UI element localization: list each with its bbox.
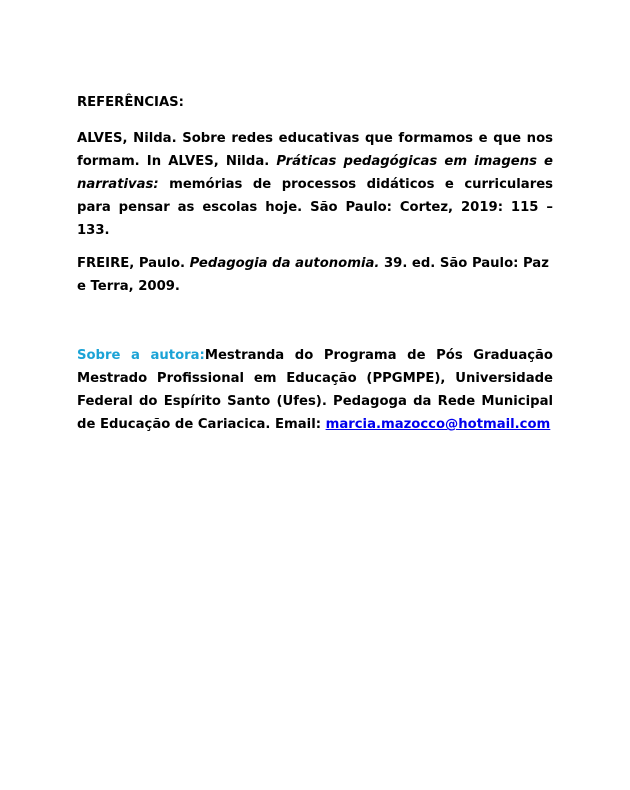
about-author-label: Sobre a autora:: [77, 348, 205, 363]
reference-text: 39. ed. São Paulo: Paz e Terra, 2009.: [77, 256, 549, 294]
about-author-text: Mestranda do Programa de Pós Graduação Mestrado Profissional em Educação (PPGMPE), Universidade Federal do Espírito Santo (Ufes). Pedagoga da Rede Municipal de Educação de Cariacica. Email:: [77, 348, 553, 432]
document-page: [77, 93, 553, 436]
reference-title: Pedagogia da autonomia.: [189, 256, 380, 271]
reference-alves: [77, 127, 553, 242]
reference-text: memórias de processos didáticos e curriculares para pensar as escolas hoje. São Paulo: Cortez, 2019: 115 – 133.: [77, 177, 553, 238]
references-heading: REFERÊNCIAS:: [77, 95, 184, 110]
reference-text: FREIRE, Paulo.: [77, 256, 190, 271]
reference-text: ALVES, Nilda. Sobre redes educativas que formamos e que nos formam. In ALVES, Nilda.: [77, 131, 553, 169]
reference-title: Práticas pedagógicas em imagens e narrativas:: [77, 154, 553, 192]
email-link[interactable]: marcia.mazocco@hotmail.com: [325, 417, 551, 432]
about-author: [77, 344, 553, 436]
reference-freire: [77, 252, 553, 298]
